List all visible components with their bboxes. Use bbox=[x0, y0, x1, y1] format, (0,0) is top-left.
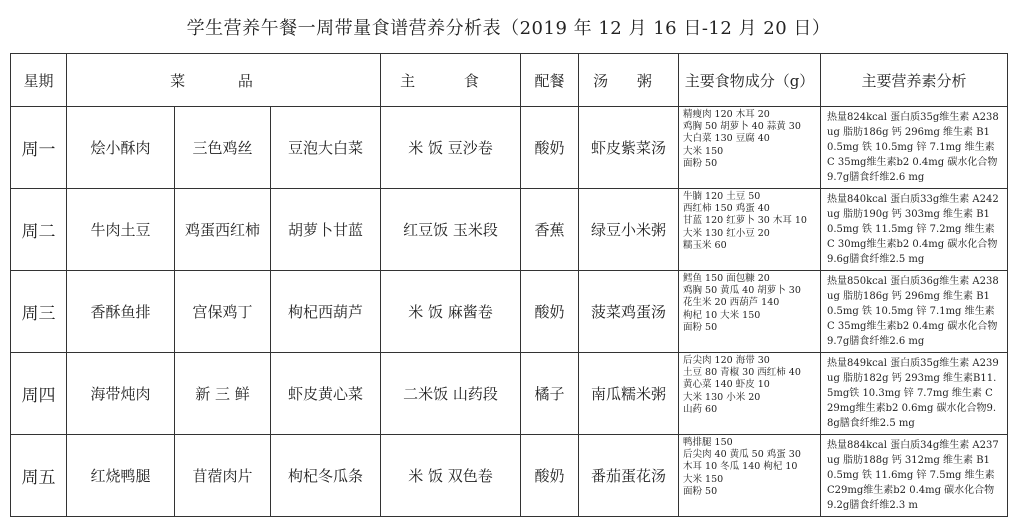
day-cell: 周三 bbox=[11, 271, 67, 353]
staple-cell: 米 饭 麻酱卷 bbox=[381, 271, 521, 353]
dish-cell: 苜蓿肉片 bbox=[175, 435, 271, 517]
day-cell: 周四 bbox=[11, 353, 67, 435]
nutrition-cell: 热量850kcal 蛋白质36g维生素 A238ug 脂肪186g 钙 296mg 维生素 B1 0.5mg 铁 10.5mg 锌 7.1mg 维生素 C 35mg维生素b2 0.4mg 碳水化合物9.7g膳食纤维2.6 mg bbox=[821, 271, 1008, 353]
dish-cell: 牛肉土豆 bbox=[67, 189, 175, 271]
table-row bbox=[11, 107, 1008, 189]
header-staple: 主 食 bbox=[381, 54, 521, 107]
staple-cell: 红豆饭 玉米段 bbox=[381, 189, 521, 271]
nutrition-cell: 热量884kcal 蛋白质34g维生素 A237ug 脂肪188g 钙 312mg 维生素 B1 0.5mg 铁 11.6mg 锌 7.5mg 维生素 C29mg维生素b2 0.4mg 碳水化合物9.2g膳食纤维2.3 m bbox=[821, 435, 1008, 517]
ingredients-cell: 鳕鱼 150 面包糠 20 鸡胸 50 黄瓜 40 胡萝卜 30 花生米 20 西葫芦 140 枸杞 10 大米 150 面粉 50 bbox=[679, 271, 821, 353]
header-row bbox=[11, 54, 1008, 107]
dish-cell: 豆泡大白菜 bbox=[271, 107, 381, 189]
side-cell: 橘子 bbox=[521, 353, 579, 435]
page-title: 学生营养午餐一周带量食谱营养分析表（2019 年 12 月 16 日-12 月 20 日） bbox=[186, 18, 831, 39]
menu-table bbox=[10, 53, 1008, 517]
dish-cell: 三色鸡丝 bbox=[175, 107, 271, 189]
dish-cell: 新 三 鲜 bbox=[175, 353, 271, 435]
staple-cell: 二米饭 山药段 bbox=[381, 353, 521, 435]
soup-cell: 番茄蛋花汤 bbox=[579, 435, 679, 517]
header-nutrition: 主要营养素分析 bbox=[821, 54, 1008, 107]
table-row bbox=[11, 435, 1008, 517]
dish-cell: 香酥鱼排 bbox=[67, 271, 175, 353]
side-cell: 香蕉 bbox=[521, 189, 579, 271]
nutrition-cell: 热量840kcal 蛋白质33g维生素 A242ug 脂肪190g 钙 303mg 维生素 B1 0.5mg 铁 11.5mg 锌 7.2mg 维生素 C 30mg维生素b2 0.4mg 碳水化合物9.6g膳食纤维2.5 mg bbox=[821, 189, 1008, 271]
dish-cell: 枸杞冬瓜条 bbox=[271, 435, 381, 517]
ingredients-cell: 后尖肉 120 海带 30 土豆 80 青椒 30 西红柿 40 黄心菜 140 虾皮 10 大米 130 小米 20 山药 60 bbox=[679, 353, 821, 435]
dish-cell: 枸杞西葫芦 bbox=[271, 271, 381, 353]
day-cell: 周一 bbox=[11, 107, 67, 189]
soup-cell: 南瓜糯米粥 bbox=[579, 353, 679, 435]
header-side: 配餐 bbox=[521, 54, 579, 107]
soup-cell: 绿豆小米粥 bbox=[579, 189, 679, 271]
header-day: 星期 bbox=[11, 54, 67, 107]
nutrition-cell: 热量824kcal 蛋白质35g维生素 A238ug 脂肪186g 钙 296mg 维生素 B1 0.5mg 铁 10.5mg 锌 7.1mg 维生素C 35mg维生素b2 0.4mg 碳水化合物9.7g膳食纤维2.6 mg bbox=[821, 107, 1008, 189]
dish-cell: 胡萝卜甘蓝 bbox=[271, 189, 381, 271]
day-cell: 周五 bbox=[11, 435, 67, 517]
header-dishes: 菜 品 bbox=[67, 54, 381, 107]
nutrition-cell: 热量849kcal 蛋白质35g维生素 A239ug 脂肪182g 钙 293mg 维生素B11.5mg铁 10.3mg 锌 7.7mg 维生素 C 29mg维生素b2 0.6mg 碳水化合物9.8g膳食纤维2.5 mg bbox=[821, 353, 1008, 435]
ingredients-cell: 牛腩 120 土豆 50 西红柿 150 鸡蛋 40 甘蓝 120 红萝卜 30 木耳 10 大米 130 红小豆 20 糯玉米 60 bbox=[679, 189, 821, 271]
dish-cell: 鸡蛋西红柿 bbox=[175, 189, 271, 271]
side-cell: 酸奶 bbox=[521, 435, 579, 517]
day-cell: 周二 bbox=[11, 189, 67, 271]
table-row bbox=[11, 271, 1008, 353]
staple-cell: 米 饭 豆沙卷 bbox=[381, 107, 521, 189]
staple-cell: 米 饭 双色卷 bbox=[381, 435, 521, 517]
soup-cell: 菠菜鸡蛋汤 bbox=[579, 271, 679, 353]
dish-cell: 宫保鸡丁 bbox=[175, 271, 271, 353]
side-cell: 酸奶 bbox=[521, 107, 579, 189]
soup-cell: 虾皮紫菜汤 bbox=[579, 107, 679, 189]
dish-cell: 海带炖肉 bbox=[67, 353, 175, 435]
dish-cell: 红烧鸭腿 bbox=[67, 435, 175, 517]
table-row bbox=[11, 353, 1008, 435]
dish-cell: 烩小酥肉 bbox=[67, 107, 175, 189]
side-cell: 酸奶 bbox=[521, 271, 579, 353]
ingredients-cell: 精瘦肉 120 木耳 20 鸡胸 50 胡萝卜 40 蒜黄 30 大白菜 130 豆腐 40 大米 150 面粉 50 bbox=[679, 107, 821, 189]
table-row bbox=[11, 189, 1008, 271]
dish-cell: 虾皮黄心菜 bbox=[271, 353, 381, 435]
header-soup: 汤 粥 bbox=[579, 54, 679, 107]
ingredients-cell: 鸭排腿 150 后尖肉 40 黄瓜 50 鸡蛋 30 木耳 10 冬瓜 140 枸杞 10 大米 150 面粉 50 bbox=[679, 435, 821, 517]
header-ingredients: 主要食物成分（g） bbox=[679, 54, 821, 107]
